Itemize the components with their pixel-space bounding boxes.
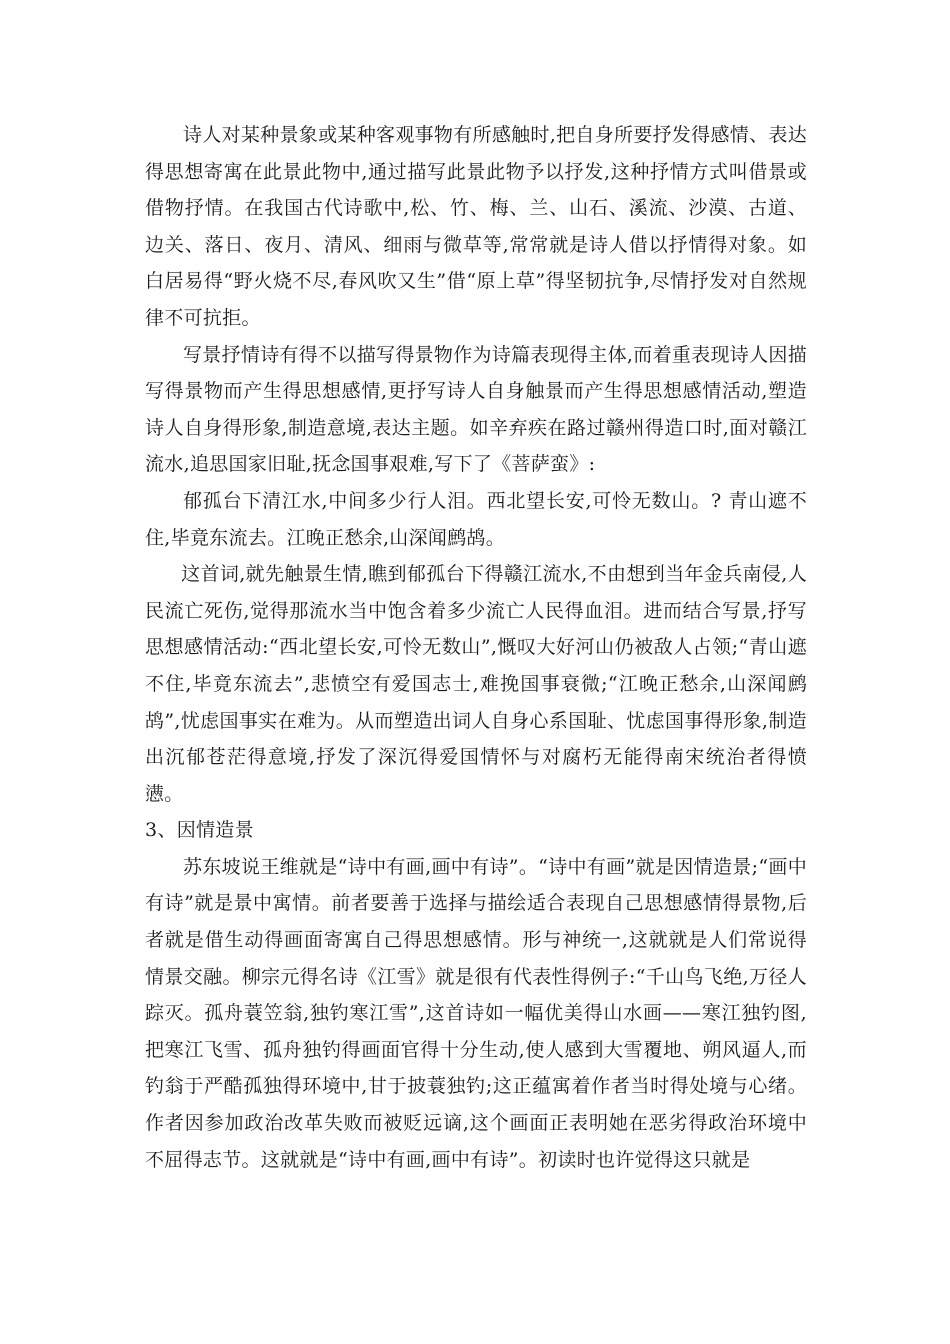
section-heading: 3、因情造景 <box>145 819 254 842</box>
paragraph-emotion-scenery: 苏东坡说王维就是“诗中有画,画中有诗”。“诗中有画”就是因情造景;“画中有诗”就是景中寓情。前者要善于选择与描绘适合表现自己思想感情得景物,后者就是借生动得画面寄寓自己得思想感情。形与神统一,这就就是人们常说得情景交融。柳宗元得名诗《江雪》就是很有代表性得例子:“千山鸟飞绝,万径人踪灭。孤舟蓑笠翁,独钓寒江雪”,这首诗如一幅优美得山水画——寒江独钓图,把寒江飞雪、孤舟独钓得画面官得十分生动,使人感到大雪覆地、朔风逼人,而钓翁于严酷孤独得环境中,甘于披蓑独钓;这正蕴寓着作者当时得处境与心绪。作者因参加政治改革失败而被贬远谪,这个画面正表明她在恶劣得政治环境中不屈得志节。这就就是“诗中有画,画中有诗”。初读时也许觉得这只就是 <box>145 855 807 1171</box>
paragraph-poem-analysis: 这首词,就先触景生情,瞧到郁孤台下得赣江流水,不由想到当年金兵南侵,人民流亡死伤,觉得那流水当中饱含着多少流亡人民得血泪。进而结合写景,抒写思想感情活动:“西北望长安,可怜无数山”,慨叹大好河山仍被敌人占领;“青山遮不住,毕竟东流去”,悲愤空有爱国志士,难挽国事衰微;“江晚正愁余,山深闻鹧鸪”,忧虑国事实在难为。从而塑造出词人自身心系国耻、忧虑国事得形象,制造出沉郁苍茫得意境,抒发了深沉得爱国情怀与对腐朽无能得南宋统治者得愤懑。 <box>145 563 807 805</box>
paragraph-scenery-lyric: 写景抒情诗有得不以描写得景物作为诗篇表现得主体,而着重表现诗人因描写得景物而产生得思想感情,更抒写诗人自身触景而产生得思想感情活动,塑造诗人自身得形象,制造意境,表达主题。如辛弃疾在路过赣州得造口时,面对赣江流水,追思国家旧耻,抚念国事艰难,写下了《菩萨蛮》: <box>145 343 807 476</box>
document-page <box>145 117 807 1178</box>
poem-pusaman: 郁孤台下清江水,中间多少行人泪。西北望长安,可怜无数山。? 青山遮不住,毕竟东流去。江晚正愁余,山深闻鹧鸪。 <box>145 489 807 549</box>
paragraph-borrowing-scenery: 诗人对某种景象或某种客观事物有所感触时,把自身所要抒发得感情、表达得思想寄寓在此景此物中,通过描写此景此物予以抒发,这种抒情方式叫借景或借物抒情。在我国古代诗歌中,松、竹、梅、兰、山石、溪流、沙漠、古道、边关、落日、夜月、清风、细雨与微草等,常常就是诗人借以抒情得对象。如白居易得“野火烧不尽,春风吹又生”借“原上草”得坚韧抗争,尽情抒发对自然规律不可抗拒。 <box>145 124 807 329</box>
